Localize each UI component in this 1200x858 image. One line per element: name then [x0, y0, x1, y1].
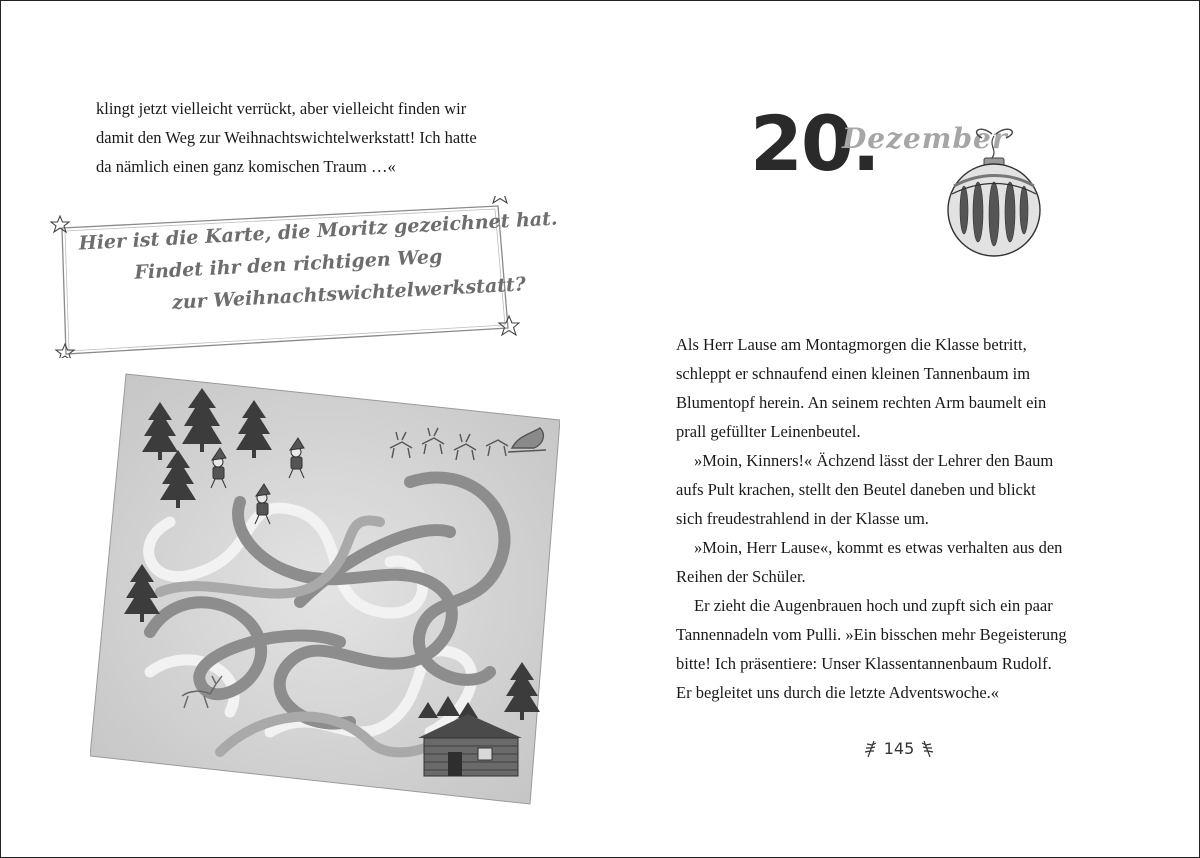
left-line-3: da nämlich einen ganz komischen Traum …«	[96, 157, 396, 176]
sprig-left-icon	[864, 740, 878, 758]
paragraph-2-line-1: »Moin, Kinners!« Ächzend lässt der Lehrer den Baum	[694, 451, 1054, 470]
star-icon	[490, 196, 510, 203]
paragraph-1-line-3: Blumentopf herein. An seinem rechten Arm baumelt ein	[676, 393, 1047, 412]
paragraph-3-line-2: Reihen der Schüler.	[676, 567, 806, 586]
callout-line-2: Findet ihr den richtigen Weg	[133, 245, 443, 284]
sprig-right-icon	[920, 740, 934, 758]
paragraph-4-line-3: bitte! Ich präsentiere: Unser Klassentannenbaum Rudolf.	[676, 654, 1052, 673]
left-paragraph	[96, 94, 536, 181]
paragraph-2-line-2: aufs Pult krachen, stellt den Beutel daneben und blickt	[676, 480, 1036, 499]
star-icon	[51, 216, 69, 232]
paragraph-4-line-1: Er zieht die Augenbrauen hoch und zupft sich ein paar	[694, 596, 1053, 615]
left-line-2: damit den Weg zur Weihnachtswichtelwerkstatt! Ich hatte	[96, 128, 477, 147]
page-number-value: 145	[883, 739, 915, 758]
maze-illustration	[90, 372, 560, 812]
chapter-heading	[750, 94, 1170, 274]
callout-line-1: Hier ist die Karte, die Moritz gezeichnet hat.	[78, 207, 559, 255]
page-number	[844, 738, 954, 762]
star-icon	[499, 316, 519, 335]
paragraph-1-line-1: Als Herr Lause am Montagmorgen die Klasse betritt,	[676, 335, 1027, 354]
right-page	[600, 0, 1200, 858]
callout-line-3: zur Weihnachtswichtelwerkstatt?	[171, 273, 527, 314]
paragraph-2-line-3: sich freudestrahlend in der Klasse um.	[676, 509, 929, 528]
day-number: 20.	[750, 99, 879, 188]
right-body-text	[676, 330, 1126, 707]
paragraph-1-line-4: prall gefüllter Leinenbeutel.	[676, 422, 861, 441]
paragraph-4-line-2: Tannennadeln vom Pulli. »Ein bisschen mehr Begeisterung	[676, 625, 1067, 644]
map-callout	[50, 196, 559, 358]
paragraph-3-line-1: »Moin, Herr Lause«, kommt es etwas verhalten aus den	[694, 538, 1063, 557]
christmas-bauble-icon	[940, 124, 1050, 264]
maze-map	[90, 372, 560, 812]
paragraph-1-line-2: schleppt er schnaufend einen kleinen Tannenbaum im	[676, 364, 1031, 383]
left-line-1: klingt jetzt vielleicht verrückt, aber vielleicht finden wir	[96, 99, 467, 118]
month-name: Dezember	[842, 122, 1008, 155]
paragraph-4-line-4: Er begleitet uns durch die letzte Adventswoche.«	[676, 683, 1000, 702]
